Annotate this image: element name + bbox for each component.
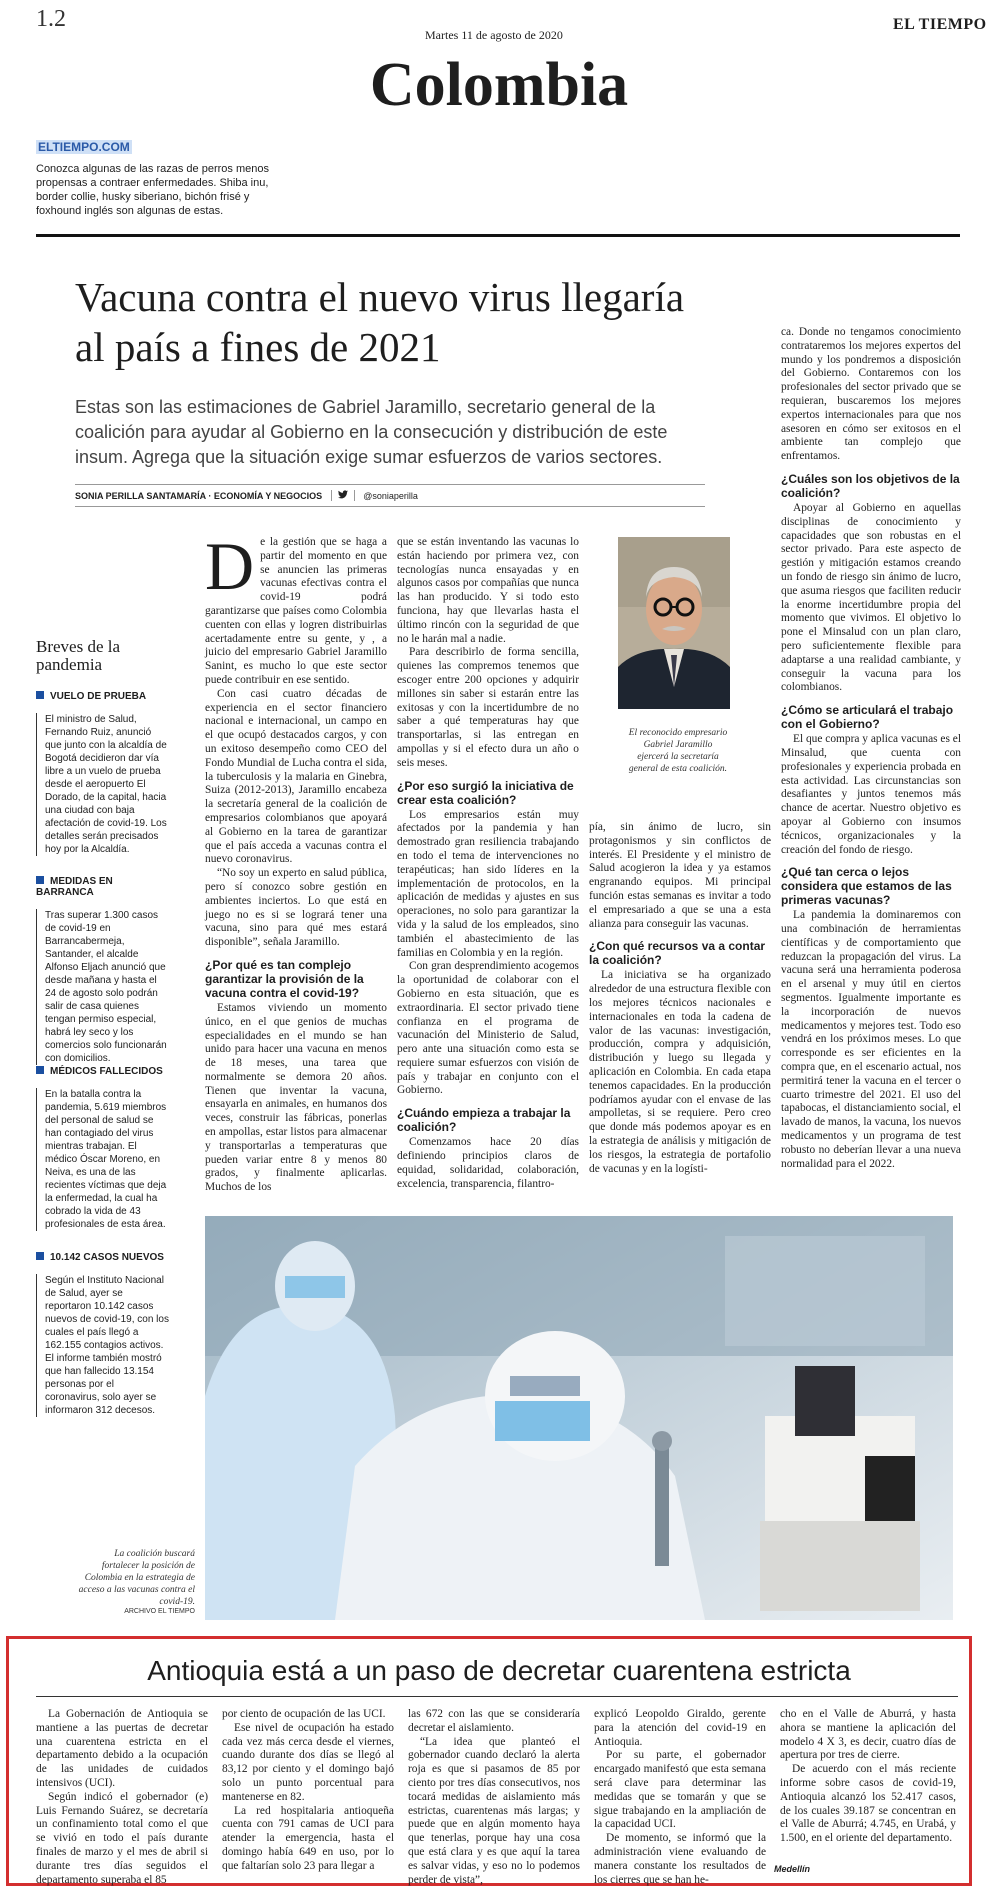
article-column-2 [397,536,579,1191]
question-subhead: ¿Cómo se articulará el trabajo con el Gobierno? [781,703,954,732]
lab-photo [205,1216,953,1620]
paragraph: “La idea que planteó el gobernador cuando declaró la alerta roja es que si pasamos de 85 por ciento por tres días consecutivos, nos tocará medidas de aislamiento más estrictas, cuarentenas más largas; y puede que en algún momento haya que tenerlas, porque hay una cosa que está clara y es que aquí la tarea es salvar vidas, y eso no lo podemos perder de vista”, [408,1735,580,1886]
question-subhead: ¿Qué tan cerca o lejos considera que estamos de las primeras vacunas? [781,865,952,908]
second-column-3 [408,1708,580,1887]
question-subhead: ¿Cuáles son los objetivos de la coalición? [781,471,960,500]
second-column-4 [594,1708,766,1887]
paragraph: Comenzamos hace 20 días definiendo principios claros de equidad, solidaridad, colaboración, excelencia, transparencia, filantro- [397,1136,579,1190]
paragraph: Los empresarios están muy afectados por la pandemia y han demostrado gran resiliencia trabajando en todo el tema de intervenciones no terapéuticas; han sido líderes en la implementación de protocolos, en la aplicación de medidas y ajustes en sus operaciones, no solo para garantizar la vida y la salud de los empleados, sino también el abastecimiento de las familias en Colombia y en la región. [397,808,579,959]
square-bullet-icon [36,1252,44,1260]
brief-head: MEDIDAS EN BARRANCA [36,876,113,898]
paragraph: Con gran desprendimiento acogemos la oportunidad de colaborar con el Gobierno en esta situación, que es extraordinaria. El sector privado tiene confianza en el programa de vacunación del Ministerio de Salud, pero ante una situación como esta se requiere sumar esfuerzos con visión de país y trabajar en conjunto con el Gobierno. [397,960,579,1097]
paragraph: La pandemia la dominaremos con una combinación de herramientas científicas y de comportamiento que reduzcan la propagación del virus. La vacuna será una herramienta poderosa en el arsenal y muy útil en ciertos segmentos. Igualmente importante es la incorporación de nuevos medicamentos y mejores test. Todo eso vendrá en los próximos meses. Lo que corresponde es ser eficientes en la compra que, en el escenario actual, nos permitirá tener la vacuna en el tercer o cuarto trimestre del 2021. El uso del tapabocas, el distanciamiento social, el lavado de manos, la vacuna, los nuevos medicamentos y un programa de test robusto no deberían llevar a una nueva normalidad para el 2022. [781,909,961,1170]
paragraph: Por su parte, el gobernador encargado manifestó que esta semana será clave para determinar las medidas que se tomarán y que se sigue trabajando en la ampliación de la capacidad UCI. [594,1749,766,1831]
section-title: Colombia [369,51,629,119]
paragraph: explicó Leopoldo Giraldo, gerente para la atención del covid-19 en Antioquia. [594,1708,766,1748]
square-bullet-icon [36,691,44,699]
section-divider [36,234,960,237]
paragraph: Con casi cuatro décadas de experiencia en el sector financiero nacional e internacional, un campo en el que ocupó destacados cargos, y con un exitoso desempeño como CEO del Fondo Mundial de Lucha contra el sida, la tuberculosis y la malaria en Ginebra, Suiza (2012-2013), Jaramillo encabeza la secretaría general de la coalición de empresarios colombianos que apoyará al Gobierno en la tarea de garantizar que el país acceda a vacunas contra el nuevo coronavirus. [205,687,387,866]
paragraph: e la gestión que se haga a partir del momento en que se anuncien las primeras vacunas efectivas contra el covid-19 podrá garantizarse que países como Colombia cuenten con ellas y logren distribuirlas acertadamente entre su gente, y , a juicio del empresario Gabriel Jaramillo Sanint, es mucho lo que este sector puede contribuir en ese sentido. [205,536,387,686]
paragraph: Ese nivel de ocupación ha estado cada vez más cerca desde el viernes, cuando durante dos días se llegó al 83,12 por ciento y el domingo bajó solo un punto porcentual para mantenerse en 82. [222,1721,394,1803]
paragraph: La iniciativa se ha organizado alrededor de una estructura flexible con los mejores técnicos nacionales e internacionales en toda la cadena de valor de las vacunas: investigación, producción, compra y adquisición, distribución y luego su llegada y aplicación en Colombia. En cada etapa tenemos capacidades. En la producción podríamos ayudar con el envase de las ampolletas, si se requiere. Pero creo que donde más podemos apoyar es en la estrategia de análisis y mitigación de los riesgos, la estrategia de portafolio de vacunas y en la logísti- [589,969,771,1175]
twitter-handle[interactable]: @soniaperilla [363,491,418,501]
question-subhead: ¿Por eso surgió la iniciativa de crear esta coalición? [397,778,574,807]
article-column-3 [589,821,771,1176]
paragraph: pía, sin ánimo de lucro, sin protagonismos y sin conflictos de interés. El Presidente y el ministro de Salud acogieron la idea y ya estamos engranando equipos. Mi principal función estas semanas es invitar a todo el empresariado a que se una a esta alianza para conseguir las vacunas. [589,821,771,930]
newspaper-logo: EL TIEMPO [893,16,987,33]
paragraph: Para describirlo de forma sencilla, quienes las compremos tenemos que escoger entre 200 opciones y adquirir millones sin saber si estarán entre las exitosas y con la incertidumbre de no saber a qué temperaturas hay que transportarlas, si las entregan en ampollas y si el efecto dura un año o seis meses. [397,646,579,769]
second-column-5 [780,1708,956,1846]
article-lede: Estas son las estimaciones de Gabriel Jaramillo, secretario general de la coalición para ayudar al Gobierno en la consecución y distribución de este insum. Agrega que la situación exige sumar esfuerzos de varios sectores. [75,397,668,467]
paragraph: De acuerdo con el más reciente informe sobre casos de covid-19, Antioquia alcanzó los 52.417 casos, de los cuales 39.187 se concentran en el Valle de Aburrá; 4.745, en Urabá, y 1.500, en el oriente del departamento. [780,1763,956,1845]
brief-body: En la batalla contra la pandemia, 5.619 miembros del personal de salud se han contagiado del virus mientras trabajan. El médico Óscar Moreno, en Neiva, es una de las recientes víctimas que deja la enfermedad, la cual ha cobrado la vida de 43 profesionales de esta área. [36,1088,170,1231]
second-column-1 [36,1708,208,1887]
brief-item [36,1066,170,1231]
square-bullet-icon [36,876,44,884]
brief-item [36,691,170,856]
paragraph: las 672 con las que se consideraría decretar el aislamiento. [408,1708,580,1734]
byline [75,484,705,507]
photo-caption: La coalición buscará fortalecer la posición de Colombia en la estrategia de acceso a las vacunas contra el covid-19. [78,1549,195,1607]
paragraph: que se están inventando las vacunas lo están haciendo por primera vez, con tecnologías nunca ensayadas y en algunos casos por compañías que nunca las han producido. Y si todo esto funciona, hay que llevarlas hasta el último rincón con la seguridad de que no le harán mal a nadie. [397,536,579,645]
brief-body: Tras superar 1.300 casos de covid-19 en Barrancabermeja, Santander, el alcalde Alfonso Eljach anunció que desde mañana y hasta el 24 de agosto solo podrán salir de casa quienes tengan permiso especial, habrá ley seco y los comercios solo funcionarán con domicilios. [36,909,170,1065]
second-headline: Antioquia está a un paso de decretar cuarentena estricta [147,1655,851,1686]
headline-rule [36,1696,958,1697]
photo-credit: ARCHIVO EL TIEMPO [124,1608,195,1615]
briefs-title: Breves de la pandemia [36,637,121,674]
paragraph: Según indicó el gobernador (e) Luis Fernando Suárez, se decretaría un confinamiento total como el que se vivió en todo el país durante finales de marzo y el mes de abril si durante tres días seguidos el departamento superaba el 85 [36,1790,208,1886]
brief-body: El ministro de Salud, Fernando Ruiz, anunció que junto con la alcaldía de Bogotá decidieron dar vía libre a un vuelo de prueba desde el aeropuerto El Dorado, de la capital, hacia una ciudad con baja afectación de covid-19. Los detalles serán precisados hoy por la Alcaldía. [36,713,170,856]
article-column-1 [205,528,387,1195]
portrait-caption: El reconocido empresario Gabriel Jaramillo ejercerá la secretaría general de esta coalición. [628,728,728,774]
paragraph: Estamos viviendo un momento único, en el que genios de muchas especialidades en el mundo se han unido para hacer una vacuna en menos de 18 meses, una tarea que normalmente se demora 20 años. Tienen que inventar la vacuna, ensayarla en animales, en humanos dos veces, construir las fábricas, ponerlas en ampollas, estar listos para almacenar y transportarlas a temperaturas que pueden variar entre 8 y menos 80 grados, y finalmente aplicarlas. Muchos de los [205,1001,387,1194]
website-link[interactable]: ELTIEMPO.COM [38,140,130,154]
second-column-2 [222,1708,394,1874]
paragraph: De momento, se informó que la administración viene evaluando de manera constante los resultados de los cierres que se han he- [594,1832,766,1886]
paragraph: El que compra y aplica vacunas es el Minsalud, que cuenta con profesionales y experiencia probada en esta actividad. Las circunstancias son desafiantes y juntos tenemos más chance de acertar. Nuestro objetivo es apoyar al Gobierno con insumos técnicos, organizacionales y la creación del fondo de riesgo. [781,733,961,856]
paragraph: La red hospitalaria antioqueña cuenta con 791 camas de UCI para atender la emergencia, hasta el domingo había 649 en uso, por lo que faltarían solo 23 para llegar a [222,1804,394,1872]
article-column-4 [781,326,961,1171]
dateline-place: Medellín [774,1864,811,1874]
paragraph: por ciento de ocupación de las UCI. [222,1708,386,1720]
article-headline: Vacuna contra el nuevo virus llegaría al país a fines de 2021 [75,274,685,370]
paragraph: Apoyar al Gobierno en aquellas disciplinas de conocimiento y capacidades que son robustas en el sector privado. Para este aspecto de gestión y mitigación estamos creando un fondo de riesgo sin ánimo de lucro, que asuma riesgos que faciliten reducir la enorme incertidumbre propia del momento que vivimos. El objetivo lo pone el Minsalud con un plan claro, pero suficientemente flexible para adaptarse a una realidad cambiante, y conseguir la vacuna para los colombianos. [781,501,961,694]
brief-body: Según el Instituto Nacional de Salud, ayer se reportaron 10.142 casos nuevos de covid-19, con los cuales el país llegó a 162.155 contagios activos. El informe también mostró que han fallecido 13.154 personas por el coronavirus, solo ayer se informaron 312 decesos. [36,1274,170,1417]
square-bullet-icon [36,1066,44,1074]
question-subhead: ¿Con qué recursos va a contar la coalición? [589,939,766,968]
portrait-photo [618,537,730,709]
paragraph: “No soy un experto en salud pública, pero sí conozco sobre gestión en ambientes inciertos. Lo que está en juego no es si se logrará tener una vacuna, sino para qué mes estará disponible”, señala Jaramillo. [205,867,387,949]
paragraph: ca. Donde no tengamos conocimiento contrataremos los mejores expertos del mundo y los pondremos a disposición del Gobierno. Contaremos con los profesionales del sector privado que se requieran, buscaremos los mejores expertos internacionales para que nos asesoren en cómo ser exitosos en el ambiente tan complejo que enfrentamos. [781,326,961,463]
question-subhead: ¿Por qué es tan complejo garantizar la provisión de la vacuna contra el covid-19? [205,957,364,1000]
paragraph: cho en el Valle de Aburrá, y hasta ahora se mantiene la aplicación del modelo 4 X 3, es decir, cuatro días de apertura por tres de cierre. [780,1708,956,1762]
twitter-icon [331,490,355,501]
dropcap: D [205,528,255,604]
brief-head: 10.142 CASOS NUEVOS [50,1252,164,1263]
brief-head: VUELO DE PRUEBA [50,691,147,702]
brief-head: MÉDICOS FALLECIDOS [50,1066,163,1077]
question-subhead: ¿Cuándo empieza a trabajar la coalición? [397,1106,571,1135]
brief-item [36,1252,170,1417]
author-name: SONIA PERILLA SANTAMARÍA · ECONOMÍA Y NEGOCIOS [75,491,323,501]
brief-item [36,876,170,1065]
page-number: 1.2 [36,6,66,32]
paragraph: La Gobernación de Antioquia se mantiene a las puertas de decretar una cuarentena estricta en el departamento debido a la ocupación de las unidades de cuidados intensivos (UCI). [36,1708,208,1789]
issue-date: Martes 11 de agosto de 2020 [425,28,563,42]
promo-blurb: Conozca algunas de las razas de perros menos propensas a contraer enfermedades. Shiba inu, border collie, husky siberiano, bichón frisé y foxhound inglés son algunas de estas. [36,163,269,217]
